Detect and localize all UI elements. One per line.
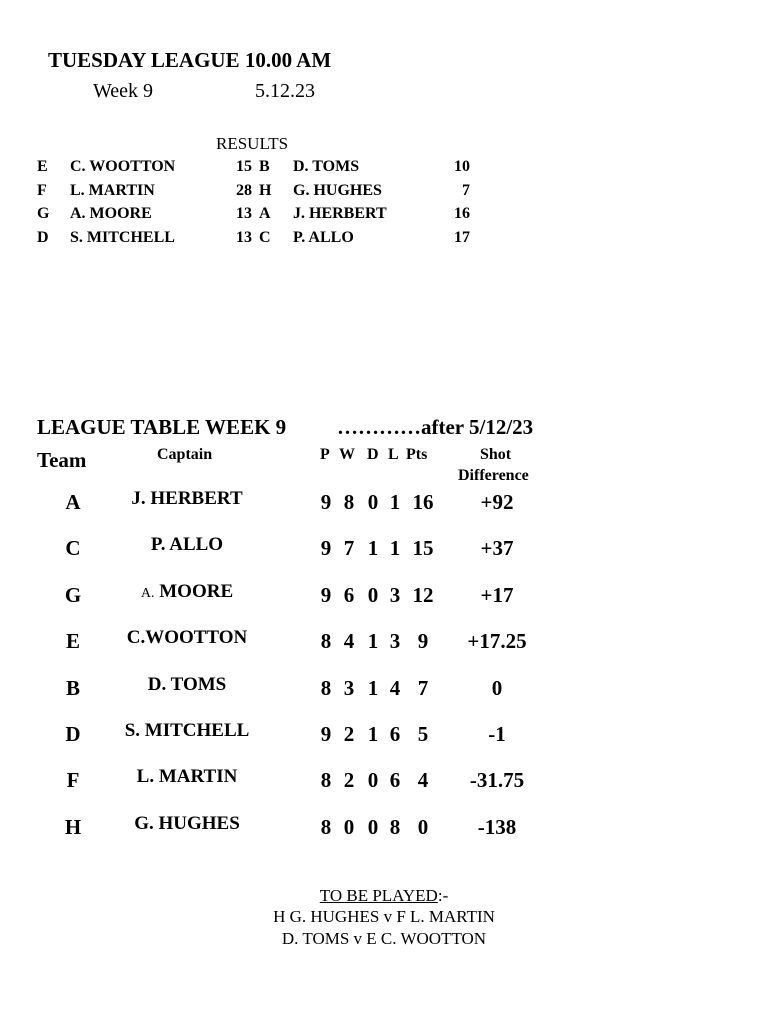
week-label: Week 9 bbox=[93, 80, 154, 102]
result-team-1: F bbox=[37, 181, 47, 199]
to-be-played-suffix: :- bbox=[437, 886, 449, 905]
team-letter: C bbox=[65, 536, 81, 561]
won: 0 bbox=[343, 814, 355, 839]
fixture-2: D. TOMS v E C. WOOTTON bbox=[281, 929, 487, 948]
shot-difference: +17 bbox=[480, 582, 514, 607]
points: 15 bbox=[412, 536, 434, 561]
played: 8 bbox=[320, 675, 332, 700]
points: 9 bbox=[417, 629, 429, 654]
captain-name bbox=[92, 720, 282, 742]
team-letter: B bbox=[65, 675, 80, 700]
team-letter: G bbox=[64, 582, 82, 607]
header-drawn: D bbox=[367, 446, 379, 463]
result-score-1: 28 bbox=[236, 181, 252, 199]
result-captain-1: S. MITCHELL bbox=[70, 228, 175, 246]
shot-difference: -1 bbox=[488, 722, 506, 746]
captain-name bbox=[92, 488, 282, 510]
team-letter: E bbox=[65, 629, 80, 654]
points: 5 bbox=[417, 722, 429, 746]
lost: 1 bbox=[389, 490, 401, 514]
result-score-1: 13 bbox=[236, 205, 252, 222]
played: 8 bbox=[320, 768, 332, 793]
captain-surname: L. MARTIN bbox=[136, 766, 238, 788]
result-captain-1: L. MARTIN bbox=[70, 181, 155, 199]
captain-name bbox=[92, 534, 282, 556]
captain-surname: P. ALLO bbox=[150, 534, 224, 556]
drawn: 0 bbox=[367, 490, 379, 514]
result-team-2: C bbox=[259, 228, 271, 246]
date-label: 5.12.23 bbox=[255, 80, 315, 102]
captain-name bbox=[92, 581, 282, 603]
page-title: TUESDAY LEAGUE 10.00 AM bbox=[48, 48, 332, 72]
lost: 3 bbox=[389, 629, 401, 654]
league-table-after-date: …………after 5/12/23 bbox=[337, 415, 534, 439]
captain-surname: C.WOOTTON bbox=[126, 627, 248, 649]
result-team-2: A bbox=[259, 205, 271, 222]
points: 7 bbox=[417, 675, 429, 700]
lost: 6 bbox=[389, 768, 401, 793]
result-captain-2: G. HUGHES bbox=[293, 181, 382, 199]
points: 12 bbox=[412, 582, 434, 607]
result-team-1: E bbox=[37, 158, 48, 175]
result-score-2: 7 bbox=[462, 181, 470, 199]
header-points: Pts bbox=[406, 446, 428, 463]
points: 16 bbox=[412, 490, 434, 514]
result-score-2: 16 bbox=[454, 205, 470, 222]
result-captain-1: C. WOOTTON bbox=[70, 158, 176, 175]
won: 7 bbox=[343, 536, 355, 561]
won: 6 bbox=[343, 582, 355, 607]
team-letter: F bbox=[66, 768, 80, 793]
points: 0 bbox=[417, 814, 429, 839]
shot-difference: +37 bbox=[480, 536, 514, 561]
played: 9 bbox=[320, 536, 332, 561]
header-played: P bbox=[320, 446, 330, 463]
won: 4 bbox=[343, 629, 355, 654]
result-score-2: 10 bbox=[454, 158, 470, 175]
header-captain: Captain bbox=[157, 446, 213, 463]
header-difference: Difference bbox=[458, 467, 529, 484]
drawn: 1 bbox=[367, 675, 379, 700]
captain-name bbox=[92, 627, 282, 649]
league-table-title: LEAGUE TABLE WEEK 9 bbox=[37, 415, 287, 439]
result-captain-2: D. TOMS bbox=[293, 158, 360, 175]
result-score-2: 17 bbox=[454, 228, 470, 246]
captain-surname: D. TOMS bbox=[147, 673, 227, 695]
fixture-1: H G. HUGHES v F L. MARTIN bbox=[273, 907, 495, 926]
result-captain-2: J. HERBERT bbox=[293, 205, 387, 222]
won: 8 bbox=[343, 490, 355, 514]
result-score-1: 13 bbox=[236, 228, 252, 246]
won: 2 bbox=[343, 722, 355, 746]
shot-difference: -31.75 bbox=[469, 768, 525, 793]
played: 8 bbox=[320, 814, 332, 839]
lost: 1 bbox=[389, 536, 401, 561]
result-captain-2: P. ALLO bbox=[293, 228, 354, 246]
played: 9 bbox=[320, 490, 332, 514]
played: 9 bbox=[320, 582, 332, 607]
drawn: 1 bbox=[367, 629, 379, 654]
captain-surname: MOORE bbox=[159, 580, 234, 602]
result-team-2: B bbox=[259, 158, 270, 175]
captain-surname: S. MITCHELL bbox=[124, 720, 250, 741]
result-team-2: H bbox=[259, 181, 272, 199]
result-captain-1: A. MOORE bbox=[70, 205, 152, 222]
shot-difference: +17.25 bbox=[467, 629, 527, 654]
drawn: 0 bbox=[367, 814, 379, 839]
results-heading: RESULTS bbox=[216, 134, 289, 153]
result-team-1: G bbox=[37, 205, 50, 222]
to-be-played-heading bbox=[0, 886, 768, 906]
drawn: 0 bbox=[367, 582, 379, 607]
shot-difference: +92 bbox=[480, 490, 514, 514]
drawn: 1 bbox=[367, 536, 379, 561]
header-lost: L bbox=[388, 446, 399, 463]
shot-difference: -138 bbox=[477, 814, 517, 839]
shot-difference: 0 bbox=[491, 675, 503, 700]
captain-initial: A. bbox=[140, 585, 155, 601]
captain-name bbox=[92, 766, 282, 788]
drawn: 0 bbox=[367, 768, 379, 793]
lost: 4 bbox=[389, 675, 401, 700]
team-letter: H bbox=[64, 814, 82, 839]
result-team-1: D bbox=[37, 228, 49, 246]
won: 2 bbox=[343, 768, 355, 793]
played: 9 bbox=[320, 722, 332, 746]
captain-surname: G. HUGHES bbox=[134, 812, 240, 834]
captain-name bbox=[92, 813, 282, 835]
captain-surname: J. HERBERT bbox=[131, 488, 243, 509]
header-won: W bbox=[339, 446, 355, 463]
result-score-1: 15 bbox=[236, 158, 252, 175]
team-letter: D bbox=[65, 722, 81, 746]
captain-name bbox=[92, 674, 282, 696]
team-letter: A bbox=[65, 490, 81, 514]
points: 4 bbox=[417, 768, 429, 793]
won: 3 bbox=[343, 675, 355, 700]
header-team: Team bbox=[37, 448, 87, 472]
lost: 3 bbox=[389, 582, 401, 607]
lost: 8 bbox=[389, 814, 401, 839]
drawn: 1 bbox=[367, 722, 379, 746]
header-shot: Shot bbox=[480, 446, 512, 463]
to-be-played-title: TO BE PLAYED bbox=[319, 886, 438, 905]
played: 8 bbox=[320, 629, 332, 654]
lost: 6 bbox=[389, 722, 401, 746]
